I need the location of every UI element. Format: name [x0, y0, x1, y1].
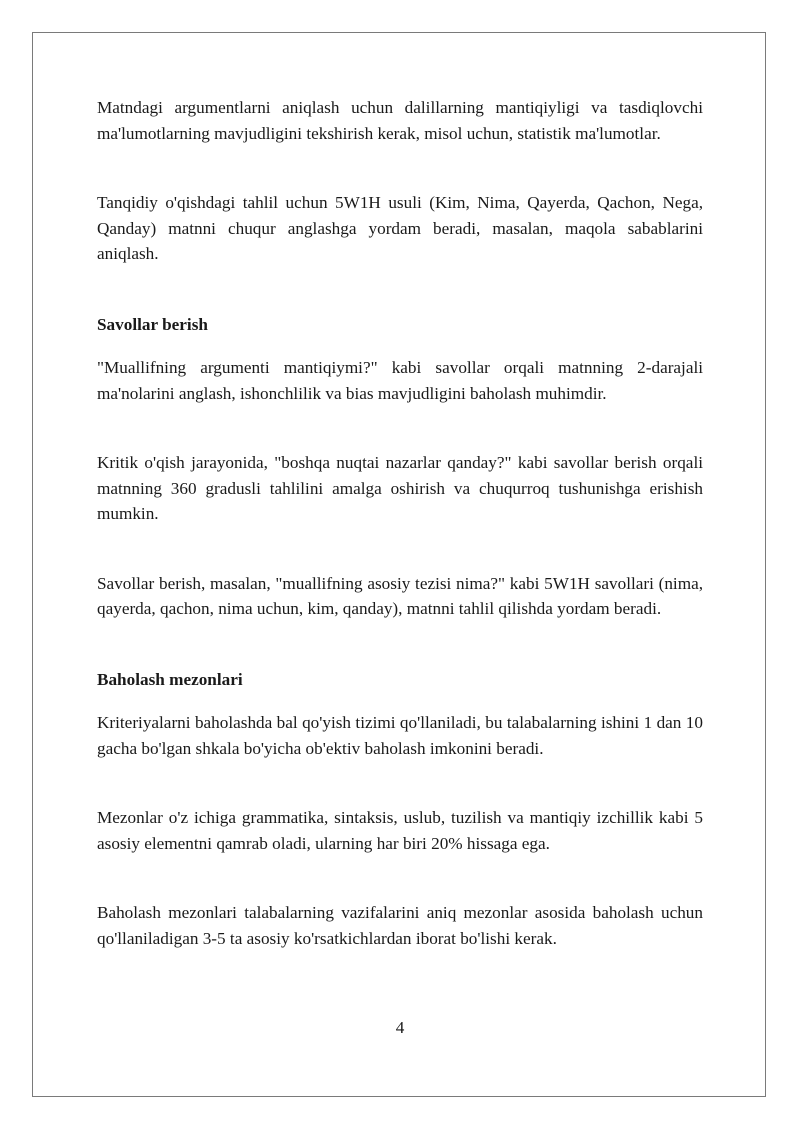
paragraph-critical-reading: Kritik o'qish jarayonida, "boshqa nuqtai nazarlar qanday?" kabi savollar berish orqali matnning 360 gradusli tahlilini amalga oshirish va chuqurroq tushunishga erishish mumkin. — [97, 453, 703, 523]
paragraph-assessment-indicators: Baholash mezonlari talabalarning vazifalarini aniq mezonlar asosida baholash uchun qo'llaniladigan 3-5 ta asosiy ko'rsatkichlardan iborat bo'lishi kerak. — [97, 903, 703, 948]
heading-baholash-mezonlari: Baholash mezonlari — [97, 669, 243, 689]
page-number: 4 — [395, 1018, 405, 1037]
page-content — [97, 95, 703, 951]
paragraph-criteria-elements: Mezonlar o'z ichiga grammatika, sintaksis, uslub, tuzilish va mantiqiy izchillik kabi 5 asosiy elementni qamrab oladi, ularning har biri 20% hissaga ega. — [97, 808, 703, 853]
paragraph-arguments: Matndagi argumentlarni aniqlash uchun dalillarning mantiqiyligi va tasdiqlovchi ma'lumotlarning mavjudligini tekshirish kerak, misol uchun, statistik ma'lumotlar. — [97, 98, 703, 143]
heading-savollar-berish: Savollar berish — [97, 314, 208, 334]
paragraph-scoring-system: Kriteriyalarni baholashda bal qo'yish tizimi qo'llaniladi, bu talabalarning ishini 1 dan 10 gacha bo'lgan shkala bo'yicha ob'ektiv baholash imkonini beradi. — [97, 713, 703, 758]
paragraph-asking-questions: Savollar berish, masalan, "muallifning asosiy tezisi nima?" kabi 5W1H savollari (nima, qayerda, qachon, nima uchun, kim, qanday), matnni tahlil qilishda yordam beradi. — [97, 573, 703, 618]
paragraph-5w1h-method: Tanqidiy o'qishdagi tahlil uchun 5W1H usuli (Kim, Nima, Qayerda, Qachon, Nega, Qanday) matnni chuqur anglashga yordam beradi, masalan, maqola sabablarini aniqlash. — [97, 193, 703, 263]
paragraph-author-argument: "Muallifning argumenti mantiqiymi?" kabi savollar orqali matnning 2-darajali ma'nolarini anglash, ishonchlilik va bias mavjudligini baholash muhimdir. — [97, 358, 703, 403]
